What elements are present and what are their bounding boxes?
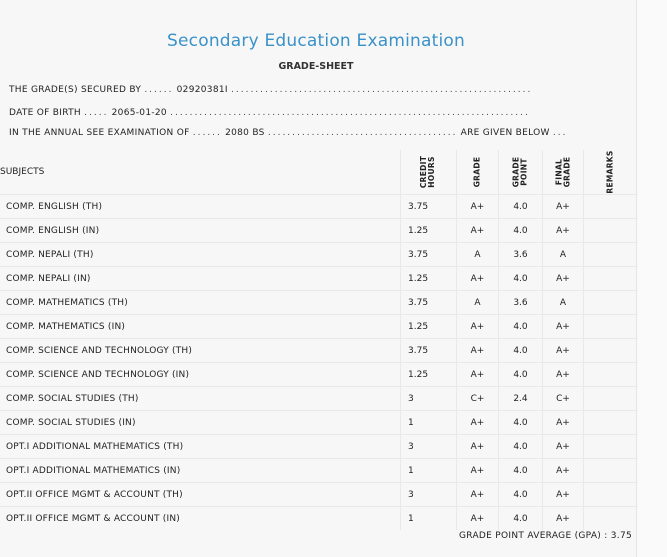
grade-cell: A+: [457, 435, 499, 459]
grade-point-cell: 4.0: [499, 435, 543, 459]
grade-cell: A+: [457, 195, 499, 219]
dot-leader: .......................................: [267, 128, 458, 138]
info-secured-by: [9, 85, 532, 95]
remarks-cell: [584, 243, 639, 267]
final-grade-cell: A+: [543, 315, 584, 339]
grade-cell: A: [457, 243, 499, 267]
final-grade-cell: C+: [543, 387, 584, 411]
subject-cell: OPT.I ADDITIONAL MATHEMATICS (TH): [0, 435, 401, 459]
dob-label: DATE OF BIRTH: [9, 108, 81, 118]
right-margin-strip: [636, 0, 667, 557]
grade-point-cell: 4.0: [499, 483, 543, 507]
subject-cell: COMP. SCIENCE AND TECHNOLOGY (TH): [0, 339, 401, 363]
final-grade-cell: A+: [543, 219, 584, 243]
info-date-of-birth: [9, 108, 530, 118]
dot-leader: ..............................................................: [231, 85, 533, 95]
header-credit-hours: CREDIT HOURS: [401, 150, 457, 195]
grade-point-cell: 4.0: [499, 339, 543, 363]
grade-point-cell: 4.0: [499, 315, 543, 339]
dot-leader: ...: [552, 128, 568, 138]
grade-point-cell: 4.0: [499, 267, 543, 291]
grade-cell: A+: [457, 411, 499, 435]
table-row: [0, 411, 638, 435]
table-row: [0, 507, 638, 531]
grade-point-cell: 4.0: [499, 411, 543, 435]
grades-table: [0, 150, 638, 530]
dob-value: 2065-01-20: [111, 108, 167, 118]
credit-hours-cell: 1: [401, 459, 457, 483]
remarks-cell: [584, 339, 639, 363]
subject-cell: COMP. SCIENCE AND TECHNOLOGY (IN): [0, 363, 401, 387]
final-grade-cell: A+: [543, 339, 584, 363]
info-exam: [9, 128, 567, 138]
final-grade-cell: A+: [543, 411, 584, 435]
final-grade-cell: A: [543, 243, 584, 267]
table-row: [0, 267, 638, 291]
credit-hours-cell: 1.25: [401, 363, 457, 387]
credit-hours-cell: 3.75: [401, 291, 457, 315]
subject-cell: COMP. MATHEMATICS (TH): [0, 291, 401, 315]
table-row: [0, 483, 638, 507]
subject-cell: OPT.II OFFICE MGMT & ACCOUNT (IN): [0, 507, 401, 531]
credit-hours-cell: 1.25: [401, 315, 457, 339]
table-row: [0, 363, 638, 387]
credit-hours-cell: 3: [401, 387, 457, 411]
credit-hours-cell: 3.75: [401, 195, 457, 219]
table-row: [0, 243, 638, 267]
header-grade: GRADE: [457, 150, 499, 195]
final-grade-cell: A+: [543, 483, 584, 507]
remarks-cell: [584, 435, 639, 459]
symbol-number: 02920381I: [176, 85, 228, 95]
gpa-value: 3.75: [610, 531, 633, 541]
table-header-row: [0, 150, 638, 195]
credit-hours-cell: 3: [401, 435, 457, 459]
final-grade-cell: A: [543, 291, 584, 315]
table-row: [0, 219, 638, 243]
grade-point-cell: 2.4: [499, 387, 543, 411]
dot-leader: ..........................................................................: [170, 108, 530, 118]
remarks-cell: [584, 267, 639, 291]
grade-cell: A+: [457, 219, 499, 243]
remarks-cell: [584, 387, 639, 411]
dot-leader: ......: [144, 85, 174, 95]
dot-leader: .....: [84, 108, 109, 118]
gpa-summary: [459, 531, 632, 541]
remarks-cell: [584, 315, 639, 339]
grade-point-cell: 4.0: [499, 363, 543, 387]
final-grade-cell: A+: [543, 459, 584, 483]
grade-point-cell: 4.0: [499, 507, 543, 531]
grade-point-cell: 4.0: [499, 459, 543, 483]
exam-label: IN THE ANNUAL SEE EXAMINATION OF: [9, 128, 190, 138]
table-row: [0, 387, 638, 411]
header-grade-point: GRADE POINT: [499, 150, 543, 195]
remarks-cell: [584, 195, 639, 219]
header-remarks: REMARKS: [584, 150, 639, 195]
grade-point-cell: 4.0: [499, 219, 543, 243]
grade-cell: A: [457, 291, 499, 315]
subject-cell: COMP. ENGLISH (IN): [0, 219, 401, 243]
subject-cell: COMP. NEPALI (IN): [0, 267, 401, 291]
grade-cell: A+: [457, 507, 499, 531]
table-row: [0, 435, 638, 459]
exam-suffix: ARE GIVEN BELOW: [460, 128, 550, 138]
grade-cell: C+: [457, 387, 499, 411]
subject-cell: OPT.II OFFICE MGMT & ACCOUNT (TH): [0, 483, 401, 507]
subject-cell: COMP. SOCIAL STUDIES (IN): [0, 411, 401, 435]
remarks-cell: [584, 363, 639, 387]
final-grade-cell: A+: [543, 363, 584, 387]
remarks-cell: [584, 507, 639, 531]
header-subjects: SUBJECTS: [0, 167, 45, 177]
table-row: [0, 459, 638, 483]
grade-cell: A+: [457, 267, 499, 291]
remarks-cell: [584, 459, 639, 483]
subject-cell: COMP. MATHEMATICS (IN): [0, 315, 401, 339]
table-row: [0, 291, 638, 315]
credit-hours-cell: 3.75: [401, 243, 457, 267]
secured-by-label: THE GRADE(S) SECURED BY: [9, 85, 142, 95]
exam-year: 2080 BS: [225, 128, 265, 138]
final-grade-cell: A+: [543, 195, 584, 219]
credit-hours-cell: 3: [401, 483, 457, 507]
credit-hours-cell: 3.75: [401, 339, 457, 363]
credit-hours-cell: 1: [401, 411, 457, 435]
grade-cell: A+: [457, 459, 499, 483]
credit-hours-cell: 1.25: [401, 219, 457, 243]
remarks-cell: [584, 219, 639, 243]
grade-cell: A+: [457, 339, 499, 363]
remarks-cell: [584, 411, 639, 435]
page-title: Secondary Education Examination: [167, 31, 465, 51]
final-grade-cell: A+: [543, 267, 584, 291]
table-row: [0, 339, 638, 363]
grade-point-cell: 4.0: [499, 195, 543, 219]
header-final-grade: FINAL GRADE: [543, 150, 584, 195]
subject-cell: COMP. SOCIAL STUDIES (TH): [0, 387, 401, 411]
gpa-label: GRADE POINT AVERAGE (GPA) :: [459, 531, 608, 541]
subject-cell: COMP. NEPALI (TH): [0, 243, 401, 267]
grade-cell: A+: [457, 363, 499, 387]
subject-cell: OPT.I ADDITIONAL MATHEMATICS (IN): [0, 459, 401, 483]
remarks-cell: [584, 483, 639, 507]
grade-point-cell: 3.6: [499, 243, 543, 267]
final-grade-cell: A+: [543, 507, 584, 531]
table-row: [0, 195, 638, 219]
dot-leader: ......: [192, 128, 222, 138]
credit-hours-cell: 1: [401, 507, 457, 531]
credit-hours-cell: 1.25: [401, 267, 457, 291]
grade-cell: A+: [457, 315, 499, 339]
remarks-cell: [584, 291, 639, 315]
page-subtitle: GRADE-SHEET: [278, 61, 354, 72]
grade-cell: A+: [457, 483, 499, 507]
table-row: [0, 315, 638, 339]
subject-cell: COMP. ENGLISH (TH): [0, 195, 401, 219]
final-grade-cell: A+: [543, 435, 584, 459]
grade-point-cell: 3.6: [499, 291, 543, 315]
